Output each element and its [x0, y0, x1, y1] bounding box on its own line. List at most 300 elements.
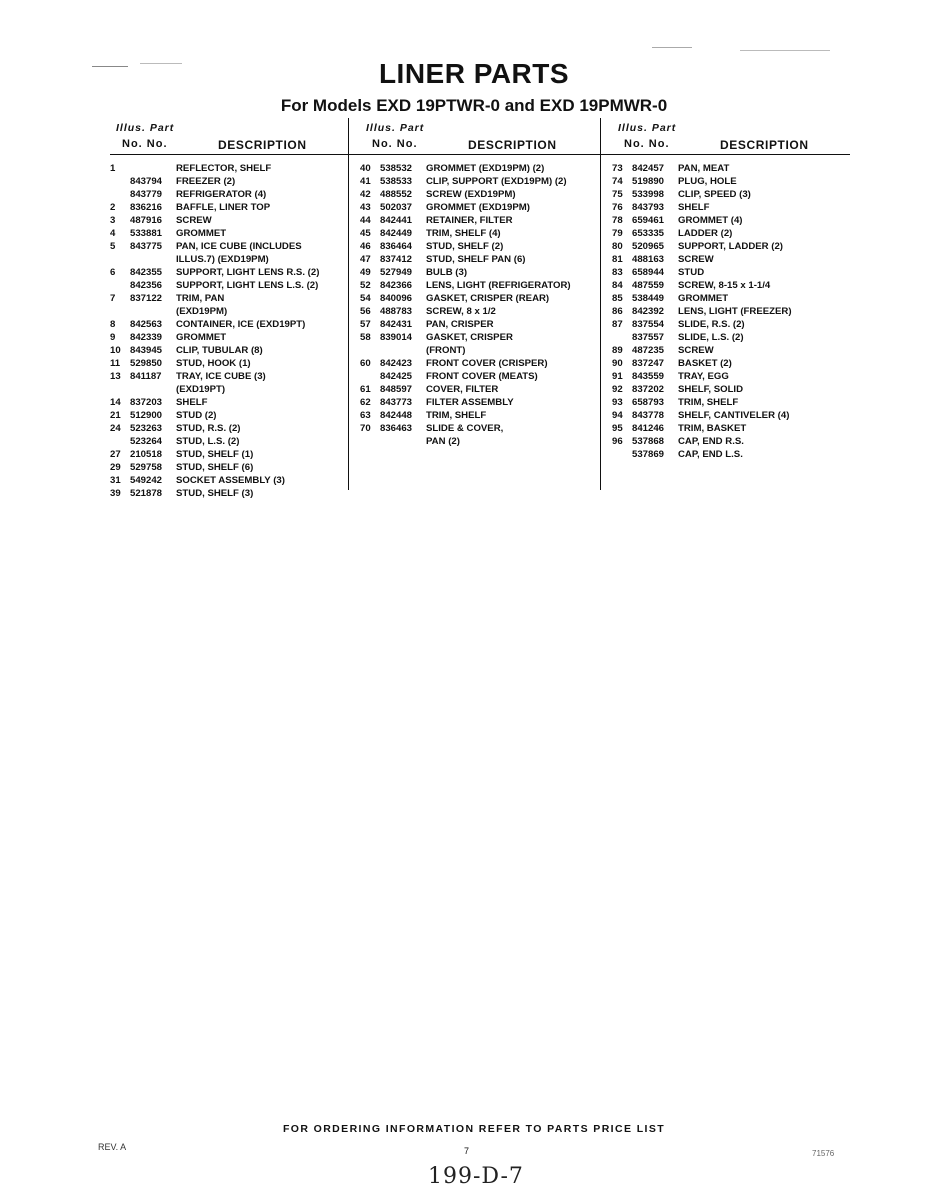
- table-row: [360, 201, 600, 214]
- part-description: GROMMET (4): [678, 215, 743, 226]
- illus-number: 93: [612, 397, 623, 408]
- illus-number: 54: [360, 293, 371, 304]
- table-row: [360, 383, 600, 396]
- table-row: [360, 357, 600, 370]
- illus-number: 96: [612, 436, 623, 447]
- table-row: [110, 435, 348, 448]
- illus-number: 49: [360, 267, 371, 278]
- illus-number: 29: [110, 462, 121, 473]
- illus-number: 73: [612, 163, 623, 174]
- part-description: STUD, HOOK (1): [176, 358, 251, 369]
- part-number: 549242: [130, 475, 163, 486]
- table-row: [110, 240, 348, 253]
- part-description: TRIM, SHELF: [426, 410, 487, 421]
- table-row: [360, 344, 600, 357]
- part-number: 836463: [380, 423, 413, 434]
- part-description: SHELF: [678, 202, 710, 213]
- part-description: SCREW: [678, 345, 714, 356]
- parts-rows: [110, 162, 348, 500]
- part-number: 488783: [380, 306, 413, 317]
- ordering-info-footer: FOR ORDERING INFORMATION REFER TO PARTS PRICE LIST: [282, 1123, 666, 1135]
- part-description: SLIDE, L.S. (2): [678, 332, 744, 343]
- illus-number: 2: [110, 202, 116, 213]
- table-row: [612, 227, 852, 240]
- part-number: 210518: [130, 449, 163, 460]
- illus-number: 92: [612, 384, 623, 395]
- illus-number: 6: [110, 267, 116, 278]
- illus-number: 42: [360, 189, 371, 200]
- part-description: FRONT COVER (MEATS): [426, 371, 538, 382]
- table-row: [110, 214, 348, 227]
- illus-number: 11: [110, 358, 121, 369]
- illus-number: 1: [110, 163, 116, 174]
- parts-column-1: [110, 122, 348, 499]
- part-number: 837247: [632, 358, 665, 369]
- parts-rows: [612, 162, 852, 461]
- table-row: [360, 422, 600, 435]
- part-description: FILTER ASSEMBLY: [426, 397, 514, 408]
- part-description: (EXD19PM): [176, 306, 228, 317]
- table-row: [110, 344, 348, 357]
- illus-number: 90: [612, 358, 623, 369]
- table-row: [110, 292, 348, 305]
- part-number: 538449: [632, 293, 665, 304]
- part-number: 529850: [130, 358, 163, 369]
- part-number: [380, 344, 426, 357]
- part-description: STUD, R.S. (2): [176, 423, 241, 434]
- illus-number: 74: [612, 176, 623, 187]
- parts-column-3: [612, 122, 852, 460]
- illus-number: 14: [110, 397, 121, 408]
- illus-number: 89: [612, 345, 623, 356]
- table-row: [360, 292, 600, 305]
- table-row: [110, 396, 348, 409]
- part-description: TRAY, EGG: [678, 371, 729, 382]
- table-row: [360, 279, 600, 292]
- illus-number: 79: [612, 228, 623, 239]
- part-description: PAN, CRISPER: [426, 319, 494, 330]
- illus-number: 3: [110, 215, 116, 226]
- part-description: STUD, SHELF (3): [176, 488, 254, 499]
- table-row: [360, 409, 600, 422]
- column-header: [612, 122, 852, 158]
- part-number: 843794: [130, 176, 163, 187]
- table-row: [612, 383, 852, 396]
- part-number: 842457: [632, 163, 665, 174]
- table-row: [612, 240, 852, 253]
- part-description: GASKET, CRISPER: [426, 332, 513, 343]
- illus-number: 9: [110, 332, 116, 343]
- table-row: [612, 214, 852, 227]
- part-number: 843793: [632, 202, 665, 213]
- illus-part-header: Illus. Part: [366, 122, 425, 134]
- illus-number: 21: [110, 410, 121, 421]
- part-number: 843779: [130, 189, 163, 200]
- part-number: 502037: [380, 202, 413, 213]
- table-row: [360, 214, 600, 227]
- part-number: 837203: [130, 397, 163, 408]
- description-header: DESCRIPTION: [720, 138, 809, 152]
- part-number: [130, 253, 176, 266]
- illus-number: [612, 448, 632, 461]
- table-row: [110, 331, 348, 344]
- table-row: [110, 201, 348, 214]
- part-description: SCREW (EXD19PM): [426, 189, 516, 200]
- part-description: STUD, SHELF (6): [176, 462, 254, 473]
- table-row: [360, 266, 600, 279]
- illus-number: [110, 253, 130, 266]
- part-number: 843773: [380, 397, 413, 408]
- part-number: 538532: [380, 163, 413, 174]
- part-description: RETAINER, FILTER: [426, 215, 513, 226]
- part-description: PAN (2): [426, 436, 460, 447]
- part-number: [130, 162, 176, 175]
- part-description: SUPPORT, LIGHT LENS R.S. (2): [176, 267, 320, 278]
- part-number: 837412: [380, 254, 413, 265]
- table-row: [360, 396, 600, 409]
- illus-number: 63: [360, 410, 371, 421]
- illus-number: 78: [612, 215, 623, 226]
- table-row: [612, 188, 852, 201]
- column-divider: [600, 118, 601, 490]
- part-description: PLUG, HOLE: [678, 176, 737, 187]
- part-number: 523263: [130, 423, 163, 434]
- part-number: 487916: [130, 215, 163, 226]
- part-description: LENS, LIGHT (FREEZER): [678, 306, 792, 317]
- table-row: [612, 201, 852, 214]
- table-row: [110, 422, 348, 435]
- part-number: [130, 305, 176, 318]
- table-row: [612, 357, 852, 370]
- part-number: 842355: [130, 267, 163, 278]
- illus-number: [110, 188, 130, 201]
- part-number: 842449: [380, 228, 413, 239]
- table-row: [360, 305, 600, 318]
- part-description: BULB (3): [426, 267, 468, 278]
- table-row: [110, 487, 348, 500]
- table-row: [110, 162, 348, 175]
- table-row: [612, 266, 852, 279]
- description-header: DESCRIPTION: [468, 138, 557, 152]
- part-number: 512900: [130, 410, 163, 421]
- part-description: COVER, FILTER: [426, 384, 499, 395]
- table-row: [612, 318, 852, 331]
- revision-label: REV. A: [98, 1142, 127, 1152]
- part-number: 520965: [632, 241, 665, 252]
- part-number: 537869: [632, 449, 665, 460]
- part-description: CLIP, TUBULAR (8): [176, 345, 263, 356]
- part-description: STUD, SHELF PAN (6): [426, 254, 526, 265]
- illus-number: 8: [110, 319, 116, 330]
- table-row: [612, 448, 852, 461]
- illus-number: 27: [110, 449, 121, 460]
- part-description: SCREW: [176, 215, 212, 226]
- illus-number: 95: [612, 423, 623, 434]
- table-row: [612, 279, 852, 292]
- illus-number: 4: [110, 228, 116, 239]
- illus-part-header: Illus. Part: [618, 122, 677, 134]
- parts-column-2: [360, 122, 600, 447]
- part-number: 487235: [632, 345, 665, 356]
- part-description: CONTAINER, ICE (EXD19PT): [176, 319, 306, 330]
- table-row: [110, 409, 348, 422]
- table-row: [612, 435, 852, 448]
- part-number: 843775: [130, 241, 163, 252]
- table-row: [110, 357, 348, 370]
- part-description: STUD (2): [176, 410, 217, 421]
- part-number: 841246: [632, 423, 665, 434]
- part-description: SCREW: [678, 254, 714, 265]
- part-description: TRIM, PAN: [176, 293, 225, 304]
- part-description: PAN, MEAT: [678, 163, 730, 174]
- page-title: LINER PARTS: [378, 58, 570, 89]
- parts-rows: [360, 162, 600, 448]
- part-description: CLIP, SUPPORT (EXD19PM) (2): [426, 176, 567, 187]
- table-row: [612, 422, 852, 435]
- part-number: 529758: [130, 462, 163, 473]
- part-description: (FRONT): [426, 345, 466, 356]
- part-number: 837122: [130, 293, 163, 304]
- scan-speck: [652, 47, 692, 48]
- table-row: [360, 253, 600, 266]
- column-header: [360, 122, 600, 158]
- part-description: SCREW, 8 x 1/2: [426, 306, 496, 317]
- part-number: 836216: [130, 202, 163, 213]
- part-description: STUD: [678, 267, 705, 278]
- page-subtitle: For Models EXD 19PTWR-0 and EXD 19PMWR-0: [280, 96, 668, 115]
- table-row: [612, 305, 852, 318]
- description-header: DESCRIPTION: [218, 138, 307, 152]
- part-description: SHELF: [176, 397, 208, 408]
- illus-number: 52: [360, 280, 371, 291]
- part-description: REFRIGERATOR (4): [176, 189, 267, 200]
- table-row: [360, 370, 600, 383]
- table-row: [110, 383, 348, 396]
- part-number: 842356: [130, 280, 163, 291]
- table-row: [110, 370, 348, 383]
- illus-number: 61: [360, 384, 371, 395]
- table-row: [110, 318, 348, 331]
- part-number: 842392: [632, 306, 665, 317]
- part-number: 533998: [632, 189, 665, 200]
- table-row: [612, 396, 852, 409]
- illus-number: 70: [360, 423, 371, 434]
- illus-number: 47: [360, 254, 371, 265]
- part-description: SUPPORT, LADDER (2): [678, 241, 784, 252]
- illus-number: 83: [612, 267, 623, 278]
- table-row: [110, 474, 348, 487]
- part-number: 659461: [632, 215, 665, 226]
- illus-number: 86: [612, 306, 623, 317]
- part-description: STUD, SHELF (2): [426, 241, 504, 252]
- part-description: SHELF, SOLID: [678, 384, 744, 395]
- table-row: [612, 370, 852, 383]
- scan-speck: [740, 50, 830, 51]
- part-number: 842339: [130, 332, 163, 343]
- part-description: LADDER (2): [678, 228, 733, 239]
- table-row: [110, 253, 348, 266]
- part-description: LENS, LIGHT (REFRIGERATOR): [426, 280, 571, 291]
- part-description: TRAY, ICE CUBE (3): [176, 371, 266, 382]
- part-description: FREEZER (2): [176, 176, 236, 187]
- illus-number: 80: [612, 241, 623, 252]
- table-row: [360, 175, 600, 188]
- illus-number: [360, 370, 380, 383]
- part-description: GROMMET: [678, 293, 729, 304]
- illus-number: 10: [110, 345, 121, 356]
- table-row: [612, 253, 852, 266]
- part-number: 658793: [632, 397, 665, 408]
- illus-number: 62: [360, 397, 371, 408]
- part-number: 842448: [380, 410, 413, 421]
- part-description: TRIM, BASKET: [678, 423, 747, 434]
- table-row: [110, 175, 348, 188]
- table-row: [360, 318, 600, 331]
- part-number: 842563: [130, 319, 163, 330]
- table-row: [612, 331, 852, 344]
- illus-number: 40: [360, 163, 371, 174]
- part-description: GROMMET (EXD19PM): [426, 202, 530, 213]
- part-number: 837557: [632, 332, 665, 343]
- part-number: 839014: [380, 332, 413, 343]
- part-description: TRIM, SHELF: [678, 397, 739, 408]
- illus-number: 31: [110, 475, 121, 486]
- illus-number: 58: [360, 332, 371, 343]
- illus-number: 39: [110, 488, 121, 499]
- part-description: SLIDE, R.S. (2): [678, 319, 745, 330]
- part-description: PAN, ICE CUBE (INCLUDES: [176, 241, 302, 252]
- table-row: [612, 292, 852, 305]
- table-row: [110, 461, 348, 474]
- part-number: 848597: [380, 384, 413, 395]
- table-row: [360, 240, 600, 253]
- illus-number: 7: [110, 293, 116, 304]
- illus-number: [110, 279, 130, 292]
- part-number: [130, 383, 176, 396]
- illus-number: [360, 435, 380, 448]
- table-row: [360, 435, 600, 448]
- illus-number: 41: [360, 176, 371, 187]
- illus-number: [110, 435, 130, 448]
- part-number: 843778: [632, 410, 665, 421]
- table-row: [110, 448, 348, 461]
- part-description: SLIDE & COVER,: [426, 423, 504, 434]
- table-row: [110, 266, 348, 279]
- illus-number: 24: [110, 423, 121, 434]
- table-row: [612, 175, 852, 188]
- table-row: [360, 188, 600, 201]
- illus-number: 60: [360, 358, 371, 369]
- part-description: CAP, END R.S.: [678, 436, 744, 447]
- illus-number: 5: [110, 241, 116, 252]
- part-number: 842425: [380, 371, 413, 382]
- part-description: CLIP, SPEED (3): [678, 189, 751, 200]
- part-description: STUD, L.S. (2): [176, 436, 240, 447]
- illus-number: 84: [612, 280, 623, 291]
- part-number: 527949: [380, 267, 413, 278]
- part-description: ILLUS.7) (EXD19PM): [176, 254, 269, 265]
- column-divider: [348, 118, 349, 490]
- part-number: 837554: [632, 319, 665, 330]
- illus-number: [110, 175, 130, 188]
- part-number: 843945: [130, 345, 163, 356]
- part-number: 521878: [130, 488, 163, 499]
- part-description: SOCKET ASSEMBLY (3): [176, 475, 285, 486]
- part-description: SCREW, 8-15 x 1-1/4: [678, 280, 771, 291]
- table-row: [612, 409, 852, 422]
- part-number: 658944: [632, 267, 665, 278]
- part-number: 840096: [380, 293, 413, 304]
- illus-number: 45: [360, 228, 371, 239]
- part-description: SUPPORT, LIGHT LENS L.S. (2): [176, 280, 319, 291]
- table-row: [110, 188, 348, 201]
- part-description: STUD, SHELF (1): [176, 449, 254, 460]
- part-number: 653335: [632, 228, 665, 239]
- part-number: 836464: [380, 241, 413, 252]
- part-description: GASKET, CRISPER (REAR): [426, 293, 550, 304]
- illus-part-header: Illus. Part: [116, 122, 175, 134]
- illus-number: [110, 305, 130, 318]
- illus-number: 75: [612, 189, 623, 200]
- part-number: 837202: [632, 384, 665, 395]
- part-description: BAFFLE, LINER TOP: [176, 202, 271, 213]
- part-description: GROMMET (EXD19PM) (2): [426, 163, 545, 174]
- number-header: No. No.: [372, 138, 418, 150]
- page-number: 7: [464, 1146, 470, 1156]
- part-number: 843559: [632, 371, 665, 382]
- illus-number: 56: [360, 306, 371, 317]
- illus-number: 81: [612, 254, 623, 265]
- table-row: [110, 305, 348, 318]
- part-description: GROMMET: [176, 332, 227, 343]
- illus-number: 57: [360, 319, 371, 330]
- document-id: 71576: [812, 1149, 835, 1158]
- illus-number: 94: [612, 410, 623, 421]
- part-number: 842441: [380, 215, 413, 226]
- part-number: 523264: [130, 436, 163, 447]
- illus-number: 46: [360, 241, 371, 252]
- table-row: [612, 162, 852, 175]
- part-description: GROMMET: [176, 228, 227, 239]
- part-number: 519890: [632, 176, 665, 187]
- table-row: [110, 227, 348, 240]
- table-row: [360, 162, 600, 175]
- handwritten-note: 199-D-7: [428, 1164, 524, 1189]
- illus-number: 91: [612, 371, 623, 382]
- table-row: [360, 331, 600, 344]
- part-number: 533881: [130, 228, 163, 239]
- part-number: 488163: [632, 254, 665, 265]
- number-header: No. No.: [122, 138, 168, 150]
- table-row: [110, 279, 348, 292]
- part-number: 537868: [632, 436, 665, 447]
- part-number: 842431: [380, 319, 413, 330]
- illus-number: [612, 331, 632, 344]
- part-description: CAP, END L.S.: [678, 449, 743, 460]
- illus-number: 44: [360, 215, 371, 226]
- part-description: (EXD19PT): [176, 384, 226, 395]
- table-row: [612, 344, 852, 357]
- part-number: 842366: [380, 280, 413, 291]
- table-row: [360, 227, 600, 240]
- illus-number: 13: [110, 371, 121, 382]
- part-number: 841187: [130, 371, 162, 382]
- number-header: No. No.: [624, 138, 670, 150]
- part-description: SHELF, CANTIVELER (4): [678, 410, 790, 421]
- part-number: 538533: [380, 176, 413, 187]
- part-description: BASKET (2): [678, 358, 732, 369]
- part-description: TRIM, SHELF (4): [426, 228, 501, 239]
